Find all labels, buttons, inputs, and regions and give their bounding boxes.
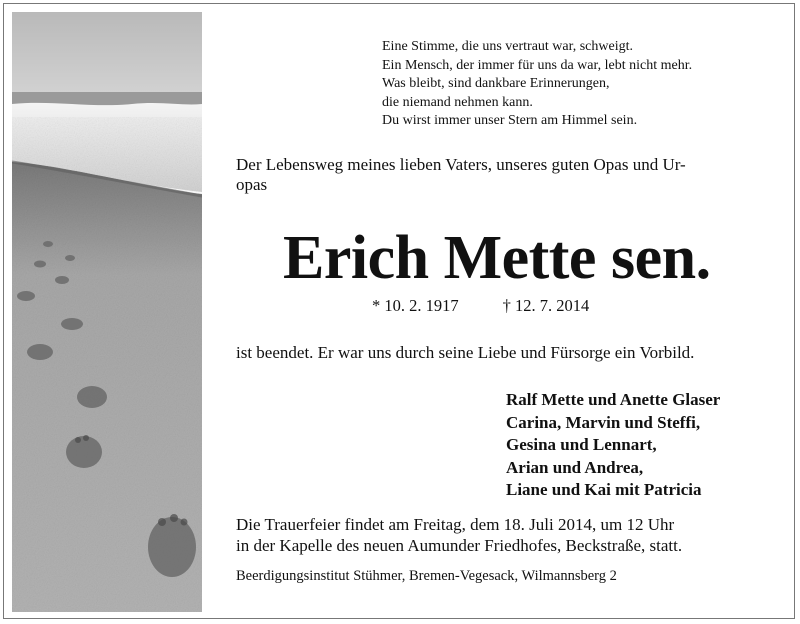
family-line: Arian und Andrea, [506,457,644,477]
service-line: Die Trauerfeier findet am Freitag, dem 18. Juli 2014, um 12 Uhr [236,515,675,534]
intro-text [236,155,686,195]
family-signatures [506,389,720,502]
deceased-name: Erich Mette sen. [283,224,711,292]
poem-line: Du wirst immer unser Stern am Himmel sein. [382,113,638,128]
poem-line: Ein Mensch, der immer für uns da war, lebt nicht mehr. [382,57,693,73]
family-line: Gesina und Lennart, [506,435,657,454]
poem-line: Was bleibt, sind dankbare Erinnerungen, [382,76,610,91]
family-line: Liane und Kai mit Patricia [506,480,702,499]
intro-line: Der Lebensweg meines lieben Vaters, unseres guten Opas und Ur- [236,155,686,174]
service-line: in der Kapelle des neuen Aumunder Friedhofes, Beckstraße, statt. [236,536,683,555]
birth-date: * 10. 2. 1917 [372,296,459,315]
poem-line: die niemand nehmen kann. [382,94,533,110]
family-line: Carina, Marvin und Steffi, [506,412,701,432]
beach-footprints-image [12,12,202,612]
service-info [236,514,682,556]
poem [382,38,692,131]
life-dates [372,296,589,316]
ended-text: ist beendet. Er war uns durch seine Liebe und Fürsorge ein Vorbild. [236,343,695,362]
undertaker-info: Beerdigungsinstitut Stühmer, Bremen-Vegesack, Wilmannsberg 2 [236,568,617,584]
intro-line: opas [236,175,268,194]
family-line: Ralf Mette und Anette Glaser [506,390,721,409]
death-date: † 12. 7. 2014 [502,296,590,315]
poem-line: Eine Stimme, die uns vertraut war, schweigt. [382,39,633,54]
